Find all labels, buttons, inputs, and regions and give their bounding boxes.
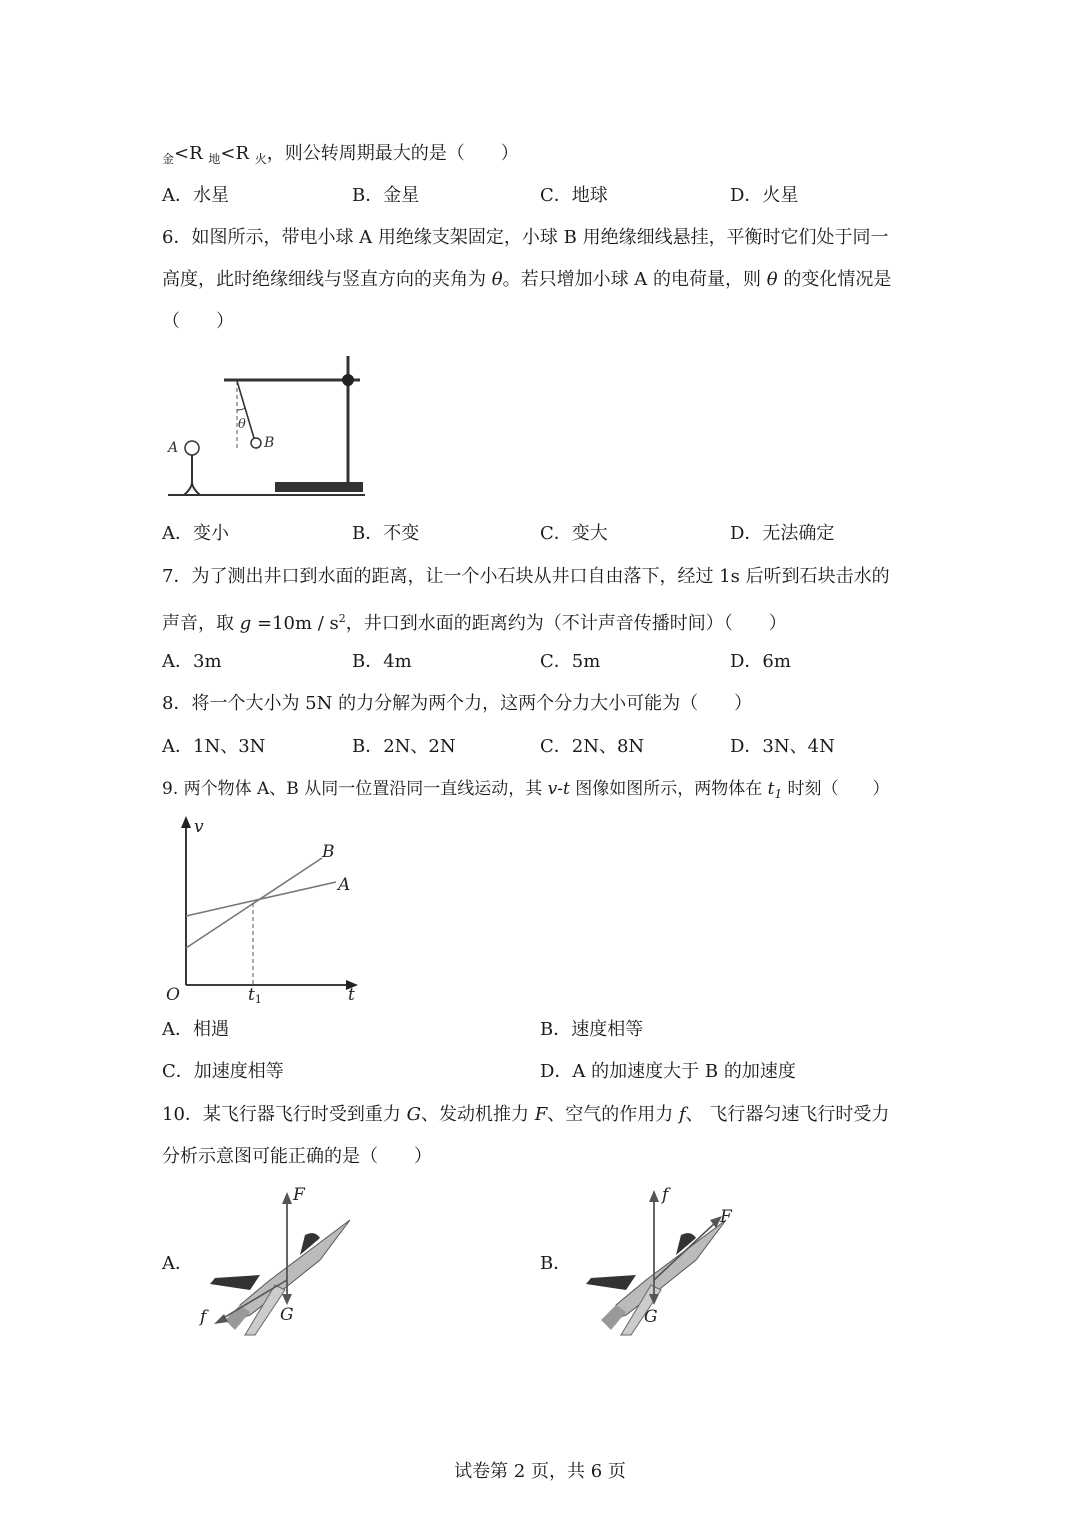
q9-t1-sub: 1 (774, 787, 783, 801)
q8-option-b[interactable]: B．2N、2N (352, 736, 456, 757)
q9-option-d[interactable]: D．A 的加速度大于 B 的加速度 (540, 1061, 796, 1082)
q5-sub-mars: 火 (254, 152, 267, 166)
origin-label: O (166, 985, 180, 1005)
label-b: B (264, 435, 275, 451)
q10-line1c: 、空气的作用力 (547, 1104, 679, 1125)
q7-line2b: ，井口到水面的距离约为（不计声音传播时间）（ ） (345, 613, 787, 634)
q5-lt1: <R (174, 143, 209, 164)
q6-option-d[interactable]: D．无法确定 (730, 523, 835, 544)
q5-sub-venus: 金 (162, 152, 175, 166)
q9-option-a[interactable]: A．相遇 (162, 1019, 229, 1040)
q5-sub-earth: 地 (208, 152, 221, 166)
q9-option-c[interactable]: C．加速度相等 (162, 1061, 284, 1082)
q7-option-a[interactable]: A．3m (162, 651, 222, 672)
vt-graph (160, 810, 370, 1010)
q7-line1: 7．为了测出井口到水面的距离，让一个小石块从井口自由落下，经过 1s 后听到石块击水的 (162, 566, 890, 587)
q10-G: G (406, 1104, 422, 1125)
t1-label-sub: 1 (254, 993, 262, 1006)
q10-line2: 分析示意图可能正确的是（ ） (162, 1146, 432, 1167)
label-f: f (200, 1307, 207, 1327)
ball-b (251, 438, 261, 448)
q5-option-b[interactable]: B．金星 (352, 185, 420, 206)
force-thrust-arrow (654, 1222, 716, 1280)
q10-line1 (162, 1103, 889, 1127)
label-F-b: F (720, 1207, 732, 1227)
stand-base (275, 482, 363, 492)
q10-figure-a (190, 1180, 370, 1345)
label-a: A (168, 440, 179, 456)
force-g-head (282, 1294, 292, 1305)
q8-option-c[interactable]: C．2N、8N (540, 736, 645, 757)
force-f-up-head (649, 1190, 659, 1202)
q5-rest: ，则公转周期最大的是（ ） (266, 143, 519, 164)
q10-line1d: 、 飞行器匀速飞行时受力 (685, 1104, 890, 1125)
q9-line1c: 时刻（ ） (782, 779, 890, 799)
q8-option-d[interactable]: D．3N、4N (730, 736, 835, 757)
label-theta: θ (238, 417, 246, 432)
q7-sup: 2 (338, 612, 346, 625)
q10-figure-b (566, 1180, 756, 1345)
q5-option-c[interactable]: C．地球 (540, 185, 608, 206)
label-G-b: G (644, 1307, 658, 1327)
q6-line2c: 的变化情况是 (777, 269, 892, 290)
q9-vt: v-t (547, 779, 570, 799)
label-F: F (293, 1185, 305, 1205)
q8-option-a[interactable]: A．1N、3N (162, 736, 266, 757)
q9-line1a: 9. 两个物体 A、B 从同一位置沿同一直线运动，其 (162, 779, 548, 799)
q9-line1b: 图像如图所示，两物体在 (569, 779, 768, 799)
y-axis-label: v (194, 817, 204, 837)
q9-option-b[interactable]: B．速度相等 (540, 1019, 644, 1040)
q10-line1b: 、发动机推力 (421, 1104, 535, 1125)
q6-figure (160, 350, 370, 500)
q7-g: g (239, 613, 252, 634)
q7-line2a: 声音，取 (162, 613, 240, 634)
q9-t1: t (767, 779, 775, 799)
q6-line2b: 。若只增加小球 A 的电荷量，则 (502, 269, 767, 290)
q6-option-c[interactable]: C．变大 (540, 523, 608, 544)
q6-line2 (162, 268, 891, 292)
ball-a (185, 441, 199, 455)
force-f-drag-head (214, 1314, 228, 1324)
y-axis-arrow (181, 816, 191, 828)
q6-line2a: 高度，此时绝缘细线与竖直方向的夹角为 (162, 269, 492, 290)
q7-line2 (162, 607, 787, 636)
q6-option-a[interactable]: A．变小 (162, 523, 229, 544)
q9-line1 (162, 777, 890, 806)
line-a (186, 882, 336, 916)
x-axis-label: t (348, 985, 355, 1005)
q6-line1: 6．如图所示，带电小球 A 用绝缘支架固定，小球 B 用绝缘细线悬挂，平衡时它们处于同一 (162, 227, 889, 248)
q8-line1: 8．将一个大小为 5N 的力分解为两个力，这两个分力大小可能为（ ） (162, 693, 753, 714)
support-foot (184, 482, 200, 495)
q7-option-c[interactable]: C．5m (540, 651, 601, 672)
q6-theta-1: θ (491, 269, 503, 290)
t1-label (248, 985, 262, 1006)
theta-arc (237, 408, 245, 410)
q6-option-b[interactable]: B．不变 (352, 523, 420, 544)
q10-option-a[interactable]: A． (162, 1253, 193, 1274)
line-a-label: A (338, 875, 351, 895)
line-b (186, 858, 322, 948)
stand-clamp (342, 374, 354, 386)
q7-option-d[interactable]: D．6m (730, 651, 791, 672)
q7-option-b[interactable]: B．4m (352, 651, 412, 672)
q10-F: F (534, 1104, 548, 1125)
q10-f: f (678, 1104, 686, 1125)
q5-option-a[interactable]: A．水星 (162, 185, 229, 206)
q7-eq: =10m / s (251, 613, 339, 634)
line-b-label: B (322, 842, 335, 862)
q6-theta-2: θ (766, 269, 778, 290)
force-f-upper-head (282, 1192, 292, 1204)
q5-continuation (162, 142, 519, 171)
q10-line1a: 10．某飞行器飞行时受到重力 (162, 1104, 407, 1125)
q10-option-b[interactable]: B． (540, 1253, 572, 1274)
label-G: G (280, 1305, 294, 1325)
q6-line3: （ ） (162, 311, 234, 332)
page-footer: 试卷第 2 页，共 6 页 (454, 1461, 626, 1482)
q5-option-d[interactable]: D．火星 (730, 185, 799, 206)
t1-label-main: t (248, 985, 255, 1005)
label-f-b: f (662, 1185, 669, 1205)
q5-lt2: <R (220, 143, 255, 164)
